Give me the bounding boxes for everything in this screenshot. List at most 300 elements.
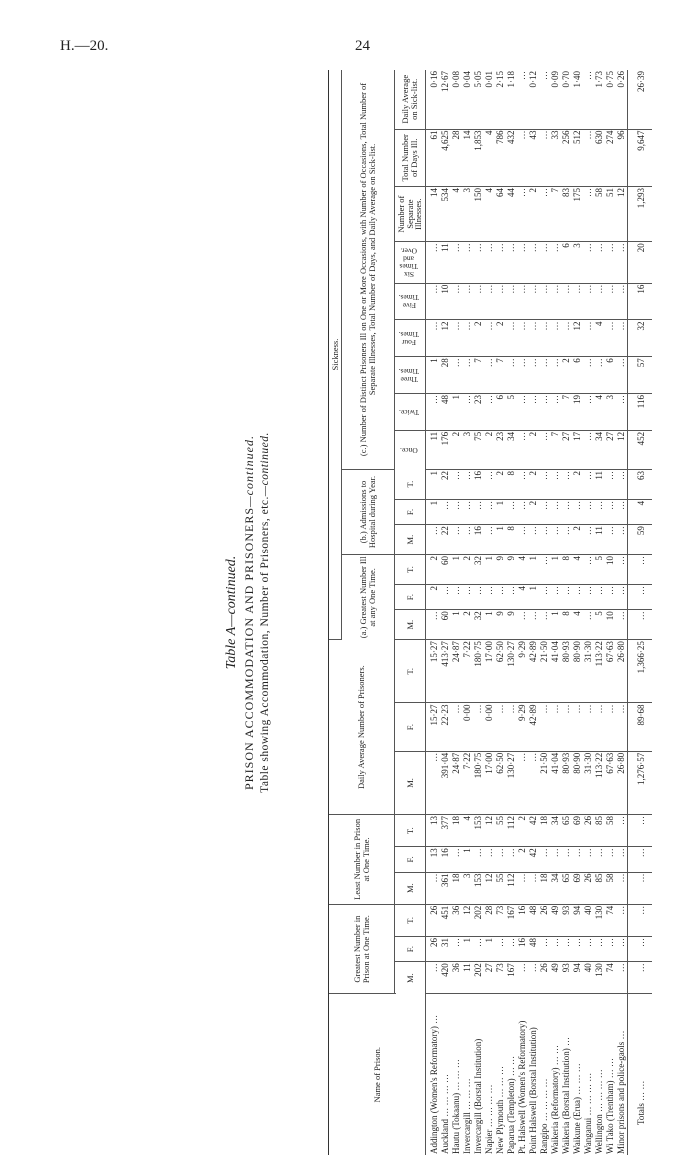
table-cell: 58 — [605, 872, 616, 904]
table-cell: … — [517, 283, 528, 320]
table-cell: 27 — [605, 430, 616, 469]
sub-t: T. — [395, 469, 426, 499]
sub-f: F. — [395, 847, 426, 872]
table-cell: 15·27 — [425, 703, 440, 751]
table-cell: 34 — [594, 430, 605, 469]
totals-cell: … — [627, 847, 652, 872]
table-cell: 150 — [473, 187, 484, 242]
table-cell: 40 — [583, 962, 594, 994]
table-cell: … — [484, 394, 495, 431]
table-cell: 26·80 — [616, 751, 628, 814]
table-cell: 34 — [550, 872, 561, 904]
table-cell: 451 — [440, 904, 451, 936]
table-cell: 130·27 — [506, 751, 517, 814]
table-cell: 26 — [539, 904, 550, 936]
table-cell: 2 — [473, 320, 484, 357]
table-cell: 9 — [495, 555, 506, 585]
table-cell: … — [539, 70, 550, 129]
table-cell: 7 — [561, 394, 572, 431]
table-cell: 36 — [451, 904, 462, 936]
table-cell: … — [451, 469, 462, 499]
table-cell: … — [616, 962, 628, 994]
table-cell: 34 — [506, 430, 517, 469]
table-cell: 1·73 — [594, 70, 605, 129]
table-cell: … — [594, 499, 605, 524]
report-code: H.—20. — [60, 38, 109, 54]
table-cell: 8 — [506, 469, 517, 499]
table-cell: … — [506, 357, 517, 394]
table-cell: 7 — [473, 357, 484, 394]
table-cell: … — [550, 469, 561, 499]
table-cell: … — [583, 394, 594, 431]
table-cell: 1 — [451, 394, 462, 431]
totals-cell: 1,293 — [627, 187, 652, 242]
table-cell: … — [517, 469, 528, 499]
table-cell: … — [561, 936, 572, 961]
table-cell: … — [539, 584, 550, 609]
table-cell: 113·22 — [594, 751, 605, 814]
table-cell: … — [539, 555, 550, 585]
table-cell: 83 — [561, 187, 572, 242]
table-cell: … — [594, 283, 605, 320]
table-cell: … — [495, 703, 506, 751]
table-cell: 5·05 — [473, 70, 484, 129]
table-cell: … — [506, 320, 517, 357]
table-cell: … — [473, 242, 484, 283]
prison-name-cell: Paparua (Templeton) … … — [505, 1055, 516, 1154]
table-cell: 1 — [451, 555, 462, 585]
table-cell: … — [462, 242, 473, 283]
table-cell: 26 — [539, 962, 550, 994]
table-cell: … — [583, 469, 594, 499]
table-cell: 2 — [528, 499, 539, 524]
table-cell: 4 — [484, 129, 495, 187]
table-cell: 1 — [484, 610, 495, 640]
table-cell: … — [528, 872, 539, 904]
table-cell: 8 — [561, 555, 572, 585]
totals-cell: 20 — [627, 242, 652, 283]
table-cell: 15·27 — [425, 640, 440, 703]
table-cell: … — [462, 283, 473, 320]
sub-t: T. — [395, 904, 426, 936]
table-cell: … — [605, 584, 616, 609]
table-cell: 48 — [440, 394, 451, 431]
prison-statistics-table — [328, 70, 652, 1155]
table-cell: 42 — [528, 815, 539, 847]
table-row — [572, 70, 583, 1155]
table-cell: 180·75 — [473, 640, 484, 703]
table-cell: … — [495, 283, 506, 320]
totals-cell: 26·39 — [627, 70, 652, 129]
table-cell: 22 — [440, 525, 451, 555]
table-cell: … — [517, 872, 528, 904]
table-cell: 8 — [506, 525, 517, 555]
prison-name-cell: Invercargill … … … — [461, 1078, 472, 1154]
table-cell: 11 — [594, 525, 605, 555]
table-cell: … — [484, 584, 495, 609]
table-cell: 274 — [605, 129, 616, 187]
table-cell: 18 — [539, 815, 550, 847]
table-cell: 60 — [440, 555, 451, 585]
table-row — [605, 70, 616, 1155]
table-cell: … — [473, 703, 484, 751]
prison-name-cell: Hautu (Tokaanu) … … … — [450, 1059, 461, 1154]
table-cell: 69 — [572, 872, 583, 904]
table-cell: … — [550, 499, 561, 524]
table-cell: 31 — [440, 936, 451, 961]
table-cell: … — [473, 936, 484, 961]
table-cell: … — [451, 584, 462, 609]
table-cell: 9 — [506, 610, 517, 640]
table-cell: … — [539, 847, 550, 872]
totals-cell: … — [627, 936, 652, 961]
prison-name-cell: Napier … … … … — [483, 1084, 494, 1154]
table-cell: … — [550, 283, 561, 320]
table-cell: … — [517, 394, 528, 431]
table-cell: 65 — [561, 815, 572, 847]
table-cell: 2 — [495, 320, 506, 357]
table-cell: 1 — [425, 499, 440, 524]
table-cell: 13 — [425, 847, 440, 872]
table-cell: … — [506, 499, 517, 524]
table-cell: 4 — [484, 187, 495, 242]
table-cell: 80·93 — [561, 640, 572, 703]
table-cell: 0·04 — [462, 70, 473, 129]
table-cell: 80·90 — [572, 640, 583, 703]
table-cell: … — [495, 242, 506, 283]
table-cell: 18 — [539, 872, 550, 904]
totals-cell: 116 — [627, 394, 652, 431]
col-separate-illnesses-header: Number of Separate Illnesses. — [395, 187, 426, 242]
table-cell: … — [528, 283, 539, 320]
table-cell: 0·00 — [462, 703, 473, 751]
table-cell: … — [561, 703, 572, 751]
table-cell: … — [451, 847, 462, 872]
table-cell: … — [506, 283, 517, 320]
table-cell: 512 — [572, 129, 583, 187]
table-cell: 61 — [425, 129, 440, 187]
table-cell: … — [550, 320, 561, 357]
table-cell: … — [616, 555, 628, 585]
table-cell: 73 — [495, 904, 506, 936]
table-cell: … — [539, 187, 550, 242]
table-cell: 420 — [440, 962, 451, 994]
table-cell: 22 — [440, 469, 451, 499]
table-cell: … — [517, 499, 528, 524]
table-cell: 786 — [495, 129, 506, 187]
table-cell: 256 — [561, 129, 572, 187]
table-cell: … — [572, 936, 583, 961]
table-cell: 10 — [605, 610, 616, 640]
table-cell: 26 — [425, 936, 440, 961]
table-cell: 130 — [594, 904, 605, 936]
table-cell: 9·29 — [517, 640, 528, 703]
table-cell: 26 — [425, 904, 440, 936]
table-cell: … — [583, 555, 594, 585]
totals-cell: 57 — [627, 357, 652, 394]
table-cell: 5 — [506, 394, 517, 431]
col-five-times-header: Five Times. — [395, 283, 426, 320]
table-header — [329, 70, 426, 1155]
col-daily-average-sick-header: Daily Average on Sick-list. — [395, 70, 426, 129]
table-cell: 10 — [605, 555, 616, 585]
table-cell: … — [539, 283, 550, 320]
table-cell: 1 — [550, 555, 561, 585]
table-cell: 2 — [451, 430, 462, 469]
table-cell: 3 — [605, 394, 616, 431]
table-cell: 153 — [473, 872, 484, 904]
table-cell: 112 — [506, 815, 517, 847]
table-description: Table showing Accommodation, Number of Prisoners, etc.—continued. — [259, 432, 271, 793]
table-cell: … — [583, 357, 594, 394]
table-row — [484, 70, 495, 1155]
table-cell: … — [462, 320, 473, 357]
table-cell: 42·89 — [528, 640, 539, 703]
table-row — [506, 70, 517, 1155]
table-cell: 12·67 — [440, 70, 451, 129]
totals-row — [627, 70, 652, 1155]
table-cell: … — [539, 357, 550, 394]
table-cell: 12 — [572, 320, 583, 357]
table-cell: … — [539, 499, 550, 524]
table-cell: 24·87 — [451, 751, 462, 814]
page-number: 24 — [355, 38, 370, 54]
table-cell: 27 — [561, 430, 572, 469]
table-cell: 175 — [572, 187, 583, 242]
table-cell: … — [583, 499, 594, 524]
table-cell: 0·09 — [550, 70, 561, 129]
totals-cell: 1,366·25 — [627, 640, 652, 703]
table-cell: 2 — [462, 555, 473, 585]
table-cell: … — [517, 751, 528, 814]
table-cell: … — [583, 936, 594, 961]
table-cell: … — [594, 847, 605, 872]
table-cell: … — [605, 242, 616, 283]
table-cell: … — [550, 936, 561, 961]
table-cell: 14 — [462, 129, 473, 187]
table-cell: 3 — [462, 872, 473, 904]
table-cell: 13 — [425, 815, 440, 847]
table-cell: 2·15 — [495, 70, 506, 129]
table-cell: 1 — [462, 936, 473, 961]
table-cell: … — [583, 242, 594, 283]
table-cell: 2 — [561, 357, 572, 394]
table-cell: … — [616, 525, 628, 555]
table-cell: 2 — [572, 469, 583, 499]
table-cell: 60 — [440, 610, 451, 640]
totals-cell: 89·68 — [627, 703, 652, 751]
table-cell: … — [561, 469, 572, 499]
table-cell: … — [528, 394, 539, 431]
table-cell: 1 — [425, 357, 440, 394]
table-cell: 1 — [528, 584, 539, 609]
table-cell: 153 — [473, 815, 484, 847]
table-cell: … — [425, 283, 440, 320]
col-once-header: Once. — [395, 430, 426, 469]
table-cell: … — [550, 847, 561, 872]
table-cell: … — [583, 847, 594, 872]
table-cell: 11 — [440, 242, 451, 283]
table-cell: 1 — [528, 555, 539, 585]
table-cell: … — [473, 283, 484, 320]
table-cell: … — [517, 320, 528, 357]
totals-cell: 16 — [627, 283, 652, 320]
table-cell: 51 — [605, 187, 616, 242]
table-cell: 6 — [495, 394, 506, 431]
col-twice-header: Twice. — [395, 394, 426, 431]
sub-f: F. — [395, 499, 426, 524]
totals-cell: … — [627, 610, 652, 640]
table-cell: 1 — [495, 525, 506, 555]
table-cell: 31·30 — [583, 640, 594, 703]
table-cell: 73 — [495, 962, 506, 994]
table-cell: … — [425, 525, 440, 555]
table-cell: 74 — [605, 962, 616, 994]
table-cell: … — [462, 469, 473, 499]
table-cell: … — [550, 357, 561, 394]
table-cell: 21·50 — [539, 640, 550, 703]
table-cell: 11 — [594, 469, 605, 499]
table-cell: 0·12 — [528, 70, 539, 129]
col-greatest-header: Greatest Number in Prison at One Time. — [329, 904, 395, 994]
table-cell: … — [451, 703, 462, 751]
table-cell: … — [561, 320, 572, 357]
table-cell: … — [517, 430, 528, 469]
table-cell: 202 — [473, 962, 484, 994]
table-cell: 130 — [594, 962, 605, 994]
table-cell: 22·23 — [440, 703, 451, 751]
table-cell: … — [605, 847, 616, 872]
table-cell: … — [539, 525, 550, 555]
prison-name-cell: Rangipo … … … … — [538, 1078, 549, 1154]
table-cell: 1 — [484, 555, 495, 585]
table-cell: … — [506, 703, 517, 751]
table-cell: 49 — [550, 904, 561, 936]
table-cell: … — [495, 847, 506, 872]
prison-name-cell: New Plymouth … … … — [494, 1065, 505, 1154]
sub-m: M. — [395, 962, 426, 994]
rotated-table-block — [220, 70, 647, 1155]
table-cell: 12 — [484, 872, 495, 904]
table-cell: 1 — [495, 499, 506, 524]
table-cell: … — [572, 703, 583, 751]
table-titles — [220, 70, 328, 1155]
col-sickness-header: Sickness. — [329, 70, 342, 640]
table-cell: … — [605, 936, 616, 961]
table-cell: 69 — [572, 815, 583, 847]
prison-name-cell: Point Halswell (Borstal Institution) — [527, 1027, 538, 1154]
table-cell: 2 — [528, 469, 539, 499]
table-cell: … — [451, 499, 462, 524]
col-four-times-header: Four Times. — [395, 320, 426, 357]
prison-name-cell: Minor prisons and police-gaols … — [615, 1030, 626, 1154]
table-cell: 6 — [572, 357, 583, 394]
table-cell: 5 — [594, 610, 605, 640]
table-cell: 361 — [440, 872, 451, 904]
totals-cell: … — [627, 555, 652, 585]
table-cell: 62·50 — [495, 751, 506, 814]
sub-t: T. — [395, 815, 426, 847]
table-cell: … — [528, 610, 539, 640]
table-cell: 74 — [605, 904, 616, 936]
table-cell: 112 — [506, 872, 517, 904]
table-cell: … — [462, 584, 473, 609]
sub-m: M. — [395, 872, 426, 904]
table-cell: 16 — [440, 847, 451, 872]
table-cell: … — [517, 962, 528, 994]
table-cell: 11 — [462, 962, 473, 994]
table-cell: 93 — [561, 962, 572, 994]
table-cell: 62·50 — [495, 640, 506, 703]
table-cell: … — [484, 242, 495, 283]
table-cell: 36 — [451, 962, 462, 994]
table-cell: 28 — [440, 357, 451, 394]
table-cell: … — [484, 847, 495, 872]
table-cell: 67·63 — [605, 640, 616, 703]
table-cell: … — [517, 70, 528, 129]
table-cell: … — [583, 610, 594, 640]
table-cell: 3 — [572, 242, 583, 283]
sub-t: T. — [395, 555, 426, 585]
table-row — [616, 70, 628, 1155]
table-cell: … — [462, 394, 473, 431]
table-cell: 43 — [528, 129, 539, 187]
table-cell: 413·27 — [440, 640, 451, 703]
table-cell: 7 — [550, 430, 561, 469]
table-cell: … — [517, 610, 528, 640]
table-cell: … — [506, 847, 517, 872]
table-cell: 40 — [583, 904, 594, 936]
table-cell: 4 — [462, 815, 473, 847]
table-cell: … — [605, 525, 616, 555]
totals-cell: … — [627, 584, 652, 609]
table-cell: … — [425, 320, 440, 357]
table-cell: … — [517, 525, 528, 555]
table-cell: 33 — [550, 129, 561, 187]
table-cell: 113·22 — [594, 640, 605, 703]
table-cell: … — [473, 584, 484, 609]
prison-name-cell: Waikune (Erua) … … … — [571, 1063, 582, 1154]
table-cell: 94 — [572, 904, 583, 936]
table-cell: 2 — [572, 525, 583, 555]
table-cell: 9·29 — [517, 703, 528, 751]
table-cell: 67·63 — [605, 751, 616, 814]
table-cell: … — [528, 320, 539, 357]
table-cell: … — [594, 703, 605, 751]
table-cell: 27 — [484, 962, 495, 994]
table-cell: … — [605, 320, 616, 357]
table-cell: 9 — [495, 610, 506, 640]
sub-m: M. — [395, 751, 426, 814]
col-name-header: Name of Prison. — [329, 994, 426, 1155]
table-cell: … — [594, 936, 605, 961]
table-cell: … — [484, 283, 495, 320]
table-cell: 48 — [528, 904, 539, 936]
table-cell: … — [528, 242, 539, 283]
table-cell: 19 — [572, 394, 583, 431]
table-cell: … — [616, 584, 628, 609]
table-cell: … — [528, 525, 539, 555]
totals-cell: … — [627, 962, 652, 994]
table-body — [425, 70, 652, 1155]
table-cell: … — [473, 499, 484, 524]
prison-name-cell: Pt. Halswell (Women's Reformatory) — [516, 1020, 527, 1154]
table-cell: … — [484, 320, 495, 357]
table-cell: … — [572, 499, 583, 524]
table-cell: 44 — [506, 187, 517, 242]
table-cell: … — [550, 242, 561, 283]
table-cell: 42·89 — [528, 703, 539, 751]
